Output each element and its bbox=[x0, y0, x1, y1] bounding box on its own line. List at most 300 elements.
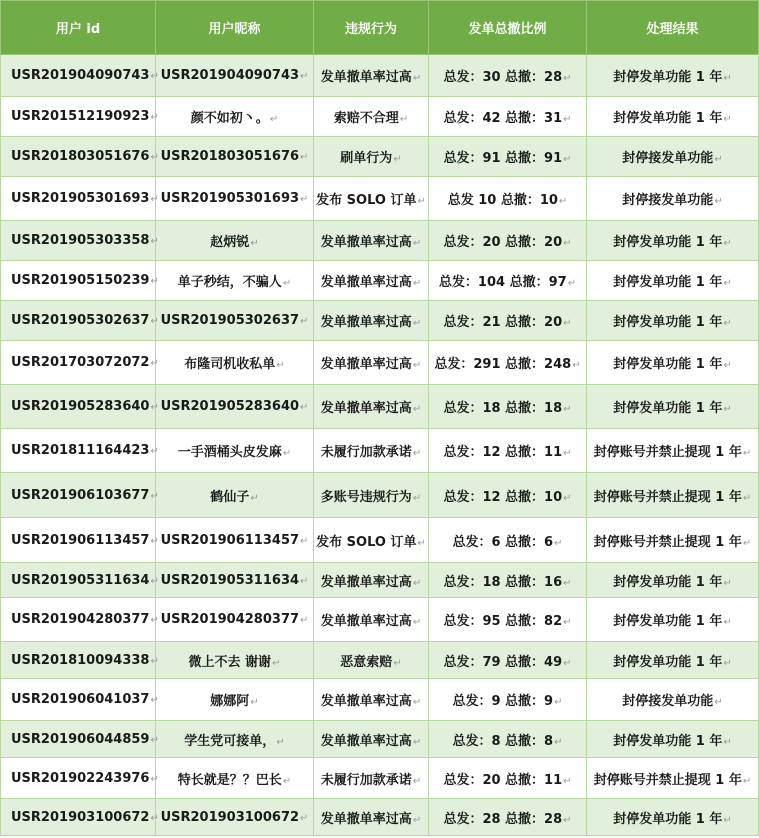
cell-violation bbox=[314, 221, 429, 261]
cell-nickname-text: USR201904280377 bbox=[160, 612, 300, 627]
paragraph-mark-icon: ↵ bbox=[412, 697, 422, 708]
paragraph-mark-icon: ↵ bbox=[300, 535, 309, 547]
cell-result bbox=[587, 261, 759, 301]
paragraph-mark-icon: ↵ bbox=[417, 196, 426, 207]
cell-user-id bbox=[1, 518, 159, 563]
table-body bbox=[1, 55, 759, 836]
cell-nickname bbox=[156, 563, 314, 598]
cell-user-id bbox=[1, 261, 159, 301]
paragraph-mark-icon: ↵ bbox=[563, 238, 572, 249]
cell-violation-text: 发单撤单率过高 bbox=[320, 694, 412, 709]
cell-ratio bbox=[429, 301, 587, 341]
cell-user-id bbox=[1, 758, 159, 799]
cell-result-text: 封停接发单功能 bbox=[622, 151, 714, 166]
cell-user-id bbox=[1, 473, 159, 518]
cell-user-id-text: USR201810094338 bbox=[11, 652, 150, 668]
header-ratio: 发单总撤比例 bbox=[429, 1, 587, 55]
header-user-id: 用户 id bbox=[1, 1, 156, 55]
cell-nickname-text: 学生党可接单， bbox=[184, 733, 276, 749]
table-row bbox=[1, 137, 759, 177]
cell-user-id bbox=[1, 177, 159, 221]
cell-result bbox=[587, 679, 759, 721]
cell-user-id bbox=[1, 385, 159, 429]
paragraph-mark-icon: ↵ bbox=[150, 446, 159, 457]
cell-nickname bbox=[156, 261, 314, 301]
cell-user-id bbox=[1, 563, 159, 598]
cell-ratio bbox=[429, 473, 587, 518]
cell-ratio-text: 总发：91 总撤：91 bbox=[443, 151, 563, 166]
cell-result-text: 封停发单功能 1 年 bbox=[613, 275, 723, 290]
paragraph-mark-icon: ↵ bbox=[563, 775, 572, 787]
cell-ratio-text: 总发：6 总撤：6 bbox=[452, 534, 554, 550]
cell-result bbox=[587, 177, 759, 221]
table-row bbox=[1, 261, 759, 301]
cell-user-id-text: USR201905303358 bbox=[11, 233, 150, 248]
cell-user-id bbox=[1, 55, 159, 97]
cell-user-id-text: USR201903100672 bbox=[11, 809, 150, 825]
cell-nickname bbox=[156, 55, 314, 97]
cell-nickname-text: USR201803051676 bbox=[160, 149, 300, 164]
paragraph-mark-icon: ↵ bbox=[412, 404, 422, 415]
paragraph-mark-icon: ↵ bbox=[563, 577, 572, 589]
cell-nickname-text: 特长就是？？巴长 bbox=[177, 772, 282, 788]
paragraph-mark-icon: ↵ bbox=[150, 112, 159, 123]
paragraph-mark-icon: ↵ bbox=[723, 278, 732, 289]
cell-result bbox=[587, 97, 759, 137]
cell-nickname-text: USR201905283640 bbox=[160, 399, 300, 414]
cell-user-id bbox=[1, 301, 159, 341]
cell-user-id-text: USR201512190923 bbox=[11, 109, 150, 124]
paragraph-mark-icon: ↵ bbox=[563, 617, 572, 628]
paragraph-mark-icon: ↵ bbox=[563, 114, 572, 125]
paragraph-mark-icon: ↵ bbox=[300, 194, 309, 205]
cell-ratio-text: 总发：8 总撤：8 bbox=[452, 733, 554, 749]
paragraph-mark-icon: ↵ bbox=[300, 71, 309, 82]
cell-nickname-text: 一手酒桶头皮发麻 bbox=[177, 445, 282, 460]
paragraph-mark-icon: ↵ bbox=[563, 492, 572, 504]
cell-violation-text: 未履行加款承诺 bbox=[320, 772, 412, 788]
table-row bbox=[1, 221, 759, 261]
cell-result-text: 封停发单功能 1 年 bbox=[613, 235, 723, 250]
cell-violation bbox=[314, 301, 429, 341]
cell-nickname-text: 鹤仙子 bbox=[210, 489, 250, 505]
cell-ratio-text: 总发：42 总撤：31 bbox=[443, 111, 563, 126]
paragraph-mark-icon: ↵ bbox=[742, 448, 752, 459]
cell-ratio-text: 总发：28 总撤：28 bbox=[443, 811, 563, 827]
paragraph-mark-icon: ↵ bbox=[150, 316, 159, 327]
cell-user-id bbox=[1, 341, 159, 385]
cell-violation-text: 恶意索赔 bbox=[340, 654, 393, 670]
paragraph-mark-icon: ↵ bbox=[567, 278, 577, 289]
paragraph-mark-icon: ↵ bbox=[563, 318, 572, 329]
cell-nickname-text: USR201903100672 bbox=[160, 809, 300, 825]
paragraph-mark-icon: ↵ bbox=[742, 537, 752, 549]
cell-ratio-text: 总发：12 总撤：11 bbox=[443, 445, 563, 460]
cell-nickname bbox=[156, 97, 314, 137]
paragraph-mark-icon: ↵ bbox=[272, 657, 281, 669]
paragraph-mark-icon: ↵ bbox=[150, 194, 159, 205]
paragraph-mark-icon: ↵ bbox=[563, 154, 572, 165]
paragraph-mark-icon: ↵ bbox=[412, 617, 422, 628]
cell-violation-text: 发单撤单率过高 bbox=[320, 315, 412, 330]
paragraph-mark-icon: ↵ bbox=[563, 404, 572, 415]
paragraph-mark-icon: ↵ bbox=[300, 812, 309, 824]
cell-user-id-text: USR201906044859 bbox=[11, 731, 150, 747]
cell-result bbox=[587, 429, 759, 473]
table-row bbox=[1, 429, 759, 473]
paragraph-mark-icon: ↵ bbox=[554, 537, 563, 549]
paragraph-mark-icon: ↵ bbox=[150, 734, 159, 746]
cell-nickname-text: USR201906113457 bbox=[160, 532, 300, 548]
table-row bbox=[1, 721, 759, 758]
cell-violation bbox=[314, 385, 429, 429]
cell-nickname-text: USR201905302637 bbox=[160, 313, 300, 328]
cell-result bbox=[587, 563, 759, 598]
paragraph-mark-icon: ↵ bbox=[412, 238, 422, 249]
paragraph-mark-icon: ↵ bbox=[282, 775, 292, 787]
cell-result-text: 封停发单功能 1 年 bbox=[613, 811, 723, 827]
cell-ratio bbox=[429, 758, 587, 799]
cell-nickname bbox=[156, 137, 314, 177]
cell-result bbox=[587, 221, 759, 261]
cell-ratio bbox=[429, 341, 587, 385]
cell-user-id bbox=[1, 137, 159, 177]
paragraph-mark-icon: ↵ bbox=[412, 318, 422, 329]
cell-violation bbox=[314, 758, 429, 799]
cell-nickname bbox=[156, 473, 314, 518]
cell-user-id-text: USR201905302637 bbox=[11, 313, 150, 328]
cell-ratio bbox=[429, 563, 587, 598]
table-row bbox=[1, 97, 759, 137]
paragraph-mark-icon: ↵ bbox=[150, 575, 159, 587]
cell-violation bbox=[314, 429, 429, 473]
cell-result-text: 封停发单功能 1 年 bbox=[613, 654, 723, 670]
table-row bbox=[1, 55, 759, 97]
paragraph-mark-icon: ↵ bbox=[412, 775, 422, 787]
paragraph-mark-icon: ↵ bbox=[300, 615, 309, 626]
cell-ratio-text: 总发：9 总撤：9 bbox=[452, 694, 554, 709]
paragraph-mark-icon: ↵ bbox=[150, 358, 159, 369]
paragraph-mark-icon: ↵ bbox=[269, 114, 279, 125]
cell-user-id-text: USR201905283640 bbox=[11, 399, 150, 414]
cell-violation bbox=[314, 55, 429, 97]
cell-nickname bbox=[156, 341, 314, 385]
cell-ratio-text: 总发：79 总撤：49 bbox=[443, 654, 563, 670]
paragraph-mark-icon: ↵ bbox=[276, 736, 285, 748]
cell-nickname bbox=[156, 642, 314, 679]
paragraph-mark-icon: ↵ bbox=[723, 73, 732, 84]
paragraph-mark-icon: ↵ bbox=[723, 657, 732, 669]
cell-ratio bbox=[429, 598, 587, 642]
header-violation: 违规行为 bbox=[314, 1, 429, 55]
cell-nickname-text: 赵炳锐 bbox=[210, 235, 250, 250]
cell-user-id bbox=[1, 598, 159, 642]
cell-violation-text: 发单撤单率过高 bbox=[320, 614, 412, 629]
table-row bbox=[1, 758, 759, 799]
cell-result bbox=[587, 341, 759, 385]
cell-result bbox=[587, 598, 759, 642]
table-row bbox=[1, 799, 759, 836]
cell-nickname bbox=[156, 301, 314, 341]
paragraph-mark-icon: ↵ bbox=[417, 537, 426, 549]
cell-user-id-text: USR201902243976 bbox=[11, 770, 150, 786]
paragraph-mark-icon: ↵ bbox=[300, 152, 309, 163]
cell-result bbox=[587, 385, 759, 429]
cell-nickname-text: 布隆司机收私单 bbox=[184, 357, 276, 372]
paragraph-mark-icon: ↵ bbox=[723, 814, 732, 826]
cell-ratio-text: 总发：12 总撤：10 bbox=[443, 489, 563, 505]
cell-ratio bbox=[429, 177, 587, 221]
paragraph-mark-icon: ↵ bbox=[563, 814, 572, 826]
cell-user-id-text: USR201905311634 bbox=[11, 572, 150, 588]
cell-ratio-text: 总发：30 总撤：28 bbox=[443, 70, 563, 85]
cell-nickname-text: 娜娜阿 bbox=[210, 694, 250, 709]
cell-violation-text: 未履行加款承诺 bbox=[320, 445, 412, 460]
cell-violation-text: 发布 SOLO 订单 bbox=[316, 193, 417, 208]
cell-violation-text: 发单撤单率过高 bbox=[320, 70, 412, 85]
cell-user-id-text: USR201811164423 bbox=[11, 443, 150, 458]
paragraph-mark-icon: ↵ bbox=[150, 236, 159, 247]
cell-result bbox=[587, 137, 759, 177]
cell-result-text: 封停发单功能 1 年 bbox=[613, 614, 723, 629]
paragraph-mark-icon: ↵ bbox=[412, 360, 422, 371]
paragraph-mark-icon: ↵ bbox=[150, 812, 159, 824]
cell-user-id bbox=[1, 97, 159, 137]
cell-result-text: 封停接发单功能 bbox=[622, 193, 714, 208]
paragraph-mark-icon: ↵ bbox=[412, 278, 422, 289]
cell-violation-text: 发单撤单率过高 bbox=[320, 574, 412, 590]
cell-violation-text: 索赔不合理 bbox=[333, 111, 399, 126]
cell-user-id bbox=[1, 642, 159, 679]
paragraph-mark-icon: ↵ bbox=[723, 736, 732, 748]
cell-nickname-text: 颜不如初丶。 bbox=[190, 111, 269, 126]
cell-ratio bbox=[429, 518, 587, 563]
cell-violation-text: 发单撤单率过高 bbox=[320, 401, 412, 416]
cell-ratio bbox=[429, 679, 587, 721]
paragraph-mark-icon: ↵ bbox=[563, 657, 572, 669]
paragraph-mark-icon: ↵ bbox=[399, 114, 409, 125]
cell-nickname bbox=[156, 221, 314, 261]
paragraph-mark-icon: ↵ bbox=[723, 360, 732, 371]
cell-ratio bbox=[429, 429, 587, 473]
cell-ratio-text: 总发：104 总撤：97 bbox=[438, 275, 567, 290]
cell-result-text: 封停账号并禁止提现 1 年 bbox=[593, 534, 742, 550]
cell-ratio bbox=[429, 385, 587, 429]
cell-result-text: 封停发单功能 1 年 bbox=[613, 111, 723, 126]
cell-nickname-text: USR201905311634 bbox=[160, 572, 300, 588]
paragraph-mark-icon: ↵ bbox=[714, 154, 723, 165]
header-result: 处理结果 bbox=[587, 1, 759, 55]
cell-user-id bbox=[1, 221, 159, 261]
paragraph-mark-icon: ↵ bbox=[150, 490, 159, 502]
cell-ratio-text: 总发：20 总撤：11 bbox=[443, 772, 563, 788]
paragraph-mark-icon: ↵ bbox=[723, 318, 732, 329]
table-row bbox=[1, 563, 759, 598]
paragraph-mark-icon: ↵ bbox=[150, 152, 159, 163]
paragraph-mark-icon: ↵ bbox=[150, 276, 159, 287]
cell-result bbox=[587, 799, 759, 836]
cell-result bbox=[587, 642, 759, 679]
paragraph-mark-icon: ↵ bbox=[300, 575, 309, 587]
cell-violation bbox=[314, 518, 429, 563]
cell-ratio bbox=[429, 137, 587, 177]
paragraph-mark-icon: ↵ bbox=[412, 73, 422, 84]
cell-user-id-text: USR201906103677 bbox=[11, 487, 150, 503]
paragraph-mark-icon: ↵ bbox=[393, 154, 402, 165]
cell-nickname-text: 微上不去 谢谢 bbox=[188, 654, 272, 670]
paragraph-mark-icon: ↵ bbox=[412, 492, 422, 504]
cell-nickname bbox=[156, 518, 314, 563]
cell-violation bbox=[314, 563, 429, 598]
cell-nickname bbox=[156, 385, 314, 429]
cell-violation bbox=[314, 97, 429, 137]
cell-violation bbox=[314, 261, 429, 301]
paragraph-mark-icon: ↵ bbox=[572, 360, 581, 371]
cell-ratio-text: 总发：18 总撤：16 bbox=[443, 574, 563, 590]
cell-violation bbox=[314, 473, 429, 518]
paragraph-mark-icon: ↵ bbox=[150, 535, 159, 547]
paragraph-mark-icon: ↵ bbox=[742, 492, 752, 504]
paragraph-mark-icon: ↵ bbox=[723, 114, 732, 125]
cell-result-text: 封停账号并禁止提现 1 年 bbox=[593, 445, 742, 460]
paragraph-mark-icon: ↵ bbox=[282, 278, 292, 289]
table-row bbox=[1, 385, 759, 429]
paragraph-mark-icon: ↵ bbox=[563, 448, 572, 459]
paragraph-mark-icon: ↵ bbox=[723, 577, 732, 589]
cell-violation bbox=[314, 341, 429, 385]
cell-result-text: 封停发单功能 1 年 bbox=[613, 315, 723, 330]
cell-ratio bbox=[429, 799, 587, 836]
cell-nickname bbox=[156, 799, 314, 836]
table-row bbox=[1, 679, 759, 721]
cell-violation-text: 发单撤单率过高 bbox=[320, 733, 412, 749]
paragraph-mark-icon: ↵ bbox=[563, 73, 572, 84]
paragraph-mark-icon: ↵ bbox=[150, 695, 159, 706]
cell-ratio bbox=[429, 261, 587, 301]
table-row bbox=[1, 642, 759, 679]
paragraph-mark-icon: ↵ bbox=[150, 615, 159, 626]
cell-nickname bbox=[156, 679, 314, 721]
cell-violation bbox=[314, 598, 429, 642]
cell-result-text: 封停账号并禁止提现 1 年 bbox=[593, 772, 742, 788]
cell-user-id-text: USR201904090743 bbox=[11, 68, 150, 83]
cell-ratio-text: 总发 10 总撤：10 bbox=[447, 193, 558, 208]
cell-result-text: 封停发单功能 1 年 bbox=[613, 70, 723, 85]
paragraph-mark-icon: ↵ bbox=[250, 492, 259, 504]
paragraph-mark-icon: ↵ bbox=[250, 238, 259, 249]
cell-result-text: 封停账号并禁止提现 1 年 bbox=[593, 489, 742, 505]
cell-violation-text: 发单撤单率过高 bbox=[320, 357, 412, 372]
cell-violation-text: 发单撤单率过高 bbox=[320, 811, 412, 827]
cell-result bbox=[587, 55, 759, 97]
cell-nickname bbox=[156, 758, 314, 799]
cell-nickname-text: USR201905301693 bbox=[160, 191, 300, 206]
cell-ratio-text: 总发：18 总撤：18 bbox=[443, 401, 563, 416]
paragraph-mark-icon: ↵ bbox=[723, 404, 732, 415]
cell-result bbox=[587, 301, 759, 341]
paragraph-mark-icon: ↵ bbox=[714, 196, 723, 207]
paragraph-mark-icon: ↵ bbox=[412, 736, 422, 748]
cell-result-text: 封停发单功能 1 年 bbox=[613, 401, 723, 416]
paragraph-mark-icon: ↵ bbox=[250, 697, 259, 708]
paragraph-mark-icon: ↵ bbox=[150, 402, 159, 413]
cell-result-text: 封停发单功能 1 年 bbox=[613, 357, 723, 372]
cell-result-text: 封停发单功能 1 年 bbox=[613, 574, 723, 590]
cell-user-id bbox=[1, 429, 159, 473]
table-row bbox=[1, 177, 759, 221]
cell-nickname-text: 单子秒结，不骗人 bbox=[177, 275, 282, 290]
paragraph-mark-icon: ↵ bbox=[558, 196, 568, 207]
cell-violation bbox=[314, 642, 429, 679]
cell-user-id-text: USR201905150239 bbox=[11, 273, 150, 288]
paragraph-mark-icon: ↵ bbox=[412, 814, 422, 826]
paragraph-mark-icon: ↵ bbox=[723, 617, 732, 628]
cell-user-id-text: USR201904280377 bbox=[11, 612, 150, 627]
cell-user-id-text: USR201905301693 bbox=[11, 191, 150, 206]
header-row bbox=[1, 1, 759, 55]
paragraph-mark-icon: ↵ bbox=[412, 448, 422, 459]
paragraph-mark-icon: ↵ bbox=[276, 360, 285, 371]
paragraph-mark-icon: ↵ bbox=[282, 448, 292, 459]
cell-ratio bbox=[429, 721, 587, 758]
cell-ratio bbox=[429, 642, 587, 679]
paragraph-mark-icon: ↵ bbox=[300, 316, 309, 327]
paragraph-mark-icon: ↵ bbox=[150, 773, 159, 785]
paragraph-mark-icon: ↵ bbox=[742, 775, 752, 787]
cell-result bbox=[587, 473, 759, 518]
paragraph-mark-icon: ↵ bbox=[714, 697, 723, 708]
cell-nickname bbox=[156, 598, 314, 642]
paragraph-mark-icon: ↵ bbox=[150, 71, 159, 82]
cell-result-text: 封停接发单功能 bbox=[622, 694, 714, 709]
cell-ratio-text: 总发：95 总撤：82 bbox=[443, 614, 563, 629]
cell-violation bbox=[314, 679, 429, 721]
cell-violation-text: 发单撤单率过高 bbox=[320, 275, 412, 290]
paragraph-mark-icon: ↵ bbox=[554, 697, 563, 708]
paragraph-mark-icon: ↵ bbox=[300, 402, 309, 413]
cell-violation bbox=[314, 799, 429, 836]
table-row bbox=[1, 518, 759, 563]
paragraph-mark-icon: ↵ bbox=[150, 655, 159, 667]
cell-user-id-text: USR201803051676 bbox=[11, 149, 150, 164]
cell-user-id-text: USR201703072072 bbox=[11, 355, 150, 370]
paragraph-mark-icon: ↵ bbox=[723, 238, 732, 249]
cell-ratio bbox=[429, 97, 587, 137]
cell-user-id-text: USR201906041037 bbox=[11, 692, 150, 707]
paragraph-mark-icon: ↵ bbox=[412, 577, 422, 589]
cell-result bbox=[587, 758, 759, 799]
cell-user-id-text: USR201906113457 bbox=[11, 532, 150, 548]
cell-user-id bbox=[1, 679, 159, 721]
cell-violation bbox=[314, 721, 429, 758]
paragraph-mark-icon: ↵ bbox=[393, 657, 402, 669]
cell-ratio-text: 总发：291 总撤：248 bbox=[434, 357, 572, 372]
cell-violation-text: 刷单行为 bbox=[340, 151, 393, 166]
cell-result-text: 封停发单功能 1 年 bbox=[613, 733, 723, 749]
cell-violation-text: 多账号违规行为 bbox=[320, 489, 412, 505]
cell-ratio bbox=[429, 55, 587, 97]
table-row bbox=[1, 598, 759, 642]
cell-nickname-text: USR201904090743 bbox=[160, 68, 300, 83]
table-row bbox=[1, 301, 759, 341]
cell-ratio-text: 总发：20 总撤：20 bbox=[443, 235, 563, 250]
cell-user-id bbox=[1, 721, 159, 758]
table-row bbox=[1, 473, 759, 518]
cell-ratio bbox=[429, 221, 587, 261]
cell-nickname bbox=[156, 721, 314, 758]
cell-nickname bbox=[156, 177, 314, 221]
cell-result bbox=[587, 518, 759, 563]
